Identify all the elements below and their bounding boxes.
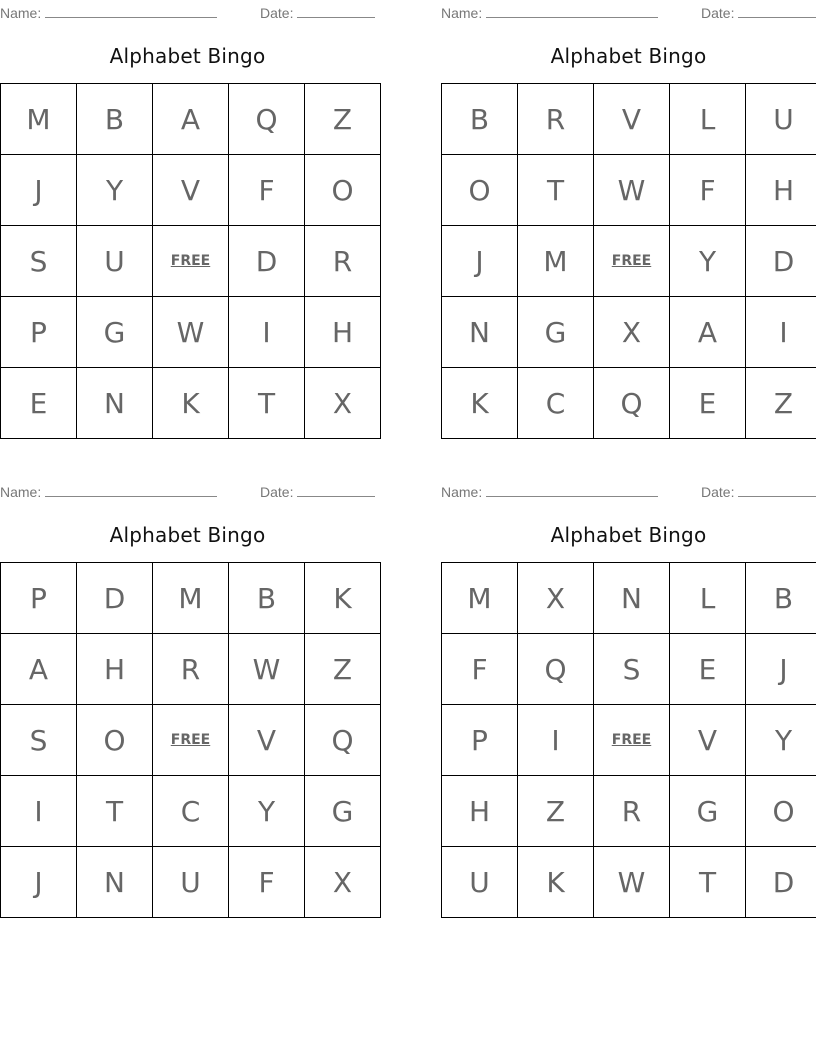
- card-title: Alphabet Bingo: [550, 44, 707, 68]
- letter-cell[interactable]: B: [229, 563, 305, 634]
- letter-cell[interactable]: M: [442, 563, 518, 634]
- grid-row: [1, 705, 381, 776]
- name-blank-line[interactable]: [486, 3, 658, 18]
- letter-cell[interactable]: O: [442, 155, 518, 226]
- date-label: Date:: [701, 5, 735, 21]
- letter-cell[interactable]: Q: [229, 84, 305, 155]
- free-space-cell[interactable]: FREE: [594, 705, 670, 776]
- letter-cell[interactable]: H: [442, 776, 518, 847]
- letter-cell[interactable]: P: [442, 705, 518, 776]
- date-blank-line[interactable]: [738, 3, 816, 18]
- letter-cell[interactable]: L: [670, 84, 746, 155]
- letter-cell[interactable]: K: [442, 368, 518, 439]
- letter-cell[interactable]: O: [77, 705, 153, 776]
- letter-cell[interactable]: X: [305, 368, 381, 439]
- letter-cell[interactable]: Y: [229, 776, 305, 847]
- letter-cell[interactable]: C: [518, 368, 594, 439]
- letter-cell[interactable]: E: [670, 368, 746, 439]
- letter-cell[interactable]: B: [442, 84, 518, 155]
- free-space-cell[interactable]: FREE: [594, 226, 670, 297]
- letter-cell[interactable]: T: [518, 155, 594, 226]
- letter-cell[interactable]: B: [746, 563, 816, 634]
- letter-cell[interactable]: A: [1, 634, 77, 705]
- letter-cell[interactable]: U: [442, 847, 518, 918]
- letter-cell[interactable]: Z: [305, 634, 381, 705]
- letter-cell[interactable]: V: [153, 155, 229, 226]
- letter-cell[interactable]: W: [594, 155, 670, 226]
- letter-cell[interactable]: S: [594, 634, 670, 705]
- letter-cell[interactable]: G: [518, 297, 594, 368]
- date-label: Date:: [260, 5, 294, 21]
- letter-cell[interactable]: N: [77, 368, 153, 439]
- bingo-grid: [0, 83, 381, 439]
- name-blank-line[interactable]: [45, 3, 217, 18]
- letter-cell[interactable]: D: [746, 226, 816, 297]
- date-field[interactable]: [260, 3, 375, 21]
- letter-cell[interactable]: S: [1, 705, 77, 776]
- letter-cell[interactable]: R: [594, 776, 670, 847]
- letter-cell[interactable]: P: [1, 297, 77, 368]
- grid-row: [1, 155, 381, 226]
- grid-row: [1, 368, 381, 439]
- bingo-grid: [0, 562, 381, 918]
- date-blank-line[interactable]: [297, 3, 375, 18]
- grid-row: [1, 634, 381, 705]
- letter-cell[interactable]: Y: [746, 705, 816, 776]
- letter-cell[interactable]: H: [77, 634, 153, 705]
- grid-row: [1, 563, 381, 634]
- grid-row: [442, 634, 816, 705]
- info-row: [0, 479, 375, 499]
- grid-row: [442, 84, 816, 155]
- letter-cell[interactable]: I: [229, 297, 305, 368]
- letter-cell[interactable]: E: [670, 634, 746, 705]
- letter-cell[interactable]: K: [518, 847, 594, 918]
- letter-cell[interactable]: V: [670, 705, 746, 776]
- letter-cell[interactable]: G: [305, 776, 381, 847]
- free-space-cell[interactable]: FREE: [153, 705, 229, 776]
- letter-cell[interactable]: H: [746, 155, 816, 226]
- letter-cell[interactable]: N: [442, 297, 518, 368]
- info-row: [0, 0, 375, 20]
- letter-cell[interactable]: M: [518, 226, 594, 297]
- letter-cell[interactable]: D: [229, 226, 305, 297]
- letter-cell[interactable]: U: [77, 226, 153, 297]
- letter-cell[interactable]: R: [518, 84, 594, 155]
- date-field[interactable]: [260, 482, 375, 500]
- letter-cell[interactable]: F: [229, 155, 305, 226]
- letter-cell[interactable]: F: [670, 155, 746, 226]
- grid-row: [1, 297, 381, 368]
- letter-cell[interactable]: Y: [670, 226, 746, 297]
- letter-cell[interactable]: O: [746, 776, 816, 847]
- letter-cell[interactable]: N: [594, 563, 670, 634]
- letter-cell[interactable]: L: [670, 563, 746, 634]
- letter-cell[interactable]: J: [746, 634, 816, 705]
- grid-row: [1, 776, 381, 847]
- letter-cell[interactable]: W: [594, 847, 670, 918]
- letter-cell[interactable]: T: [229, 368, 305, 439]
- letter-cell[interactable]: F: [442, 634, 518, 705]
- letter-cell[interactable]: O: [305, 155, 381, 226]
- grid-row: [1, 226, 381, 297]
- letter-cell[interactable]: D: [77, 563, 153, 634]
- letter-cell[interactable]: G: [670, 776, 746, 847]
- grid-row: [442, 368, 816, 439]
- grid-row: [442, 563, 816, 634]
- date-label: Date:: [260, 484, 294, 500]
- name-blank-line[interactable]: [45, 482, 217, 497]
- letter-cell[interactable]: U: [153, 847, 229, 918]
- letter-cell[interactable]: K: [305, 563, 381, 634]
- name-blank-line[interactable]: [486, 482, 658, 497]
- letter-cell[interactable]: Z: [518, 776, 594, 847]
- letter-cell[interactable]: V: [594, 84, 670, 155]
- letter-cell[interactable]: G: [77, 297, 153, 368]
- letter-cell[interactable]: R: [153, 634, 229, 705]
- letter-cell[interactable]: S: [1, 226, 77, 297]
- card-title: Alphabet Bingo: [109, 44, 266, 68]
- grid-row: [442, 776, 816, 847]
- letter-cell[interactable]: K: [153, 368, 229, 439]
- letter-cell[interactable]: Q: [305, 705, 381, 776]
- letter-cell[interactable]: Q: [594, 368, 670, 439]
- bingo-grid: [441, 83, 816, 439]
- grid-row: [1, 84, 381, 155]
- letter-cell[interactable]: W: [153, 297, 229, 368]
- letter-cell[interactable]: U: [746, 84, 816, 155]
- info-row: [441, 479, 816, 499]
- letter-cell[interactable]: M: [1, 84, 77, 155]
- letter-cell[interactable]: Q: [518, 634, 594, 705]
- name-field[interactable]: [0, 3, 217, 21]
- letter-cell[interactable]: H: [305, 297, 381, 368]
- letter-cell[interactable]: T: [670, 847, 746, 918]
- info-row: [441, 0, 816, 20]
- grid-row: [442, 155, 816, 226]
- letter-cell[interactable]: B: [77, 84, 153, 155]
- grid-row: [442, 297, 816, 368]
- letter-cell[interactable]: Y: [77, 155, 153, 226]
- letter-cell[interactable]: J: [442, 226, 518, 297]
- letter-cell[interactable]: T: [77, 776, 153, 847]
- bingo-card-top-right: [441, 0, 816, 420]
- grid-row: [442, 705, 816, 776]
- letter-cell[interactable]: I: [1, 776, 77, 847]
- letter-cell[interactable]: F: [229, 847, 305, 918]
- letter-cell[interactable]: P: [1, 563, 77, 634]
- name-label: Name:: [0, 5, 42, 21]
- letter-cell[interactable]: A: [153, 84, 229, 155]
- bingo-grid: [441, 562, 816, 918]
- letter-cell[interactable]: Z: [305, 84, 381, 155]
- name-label: Name:: [0, 484, 42, 500]
- date-label: Date:: [701, 484, 735, 500]
- letter-cell[interactable]: W: [229, 634, 305, 705]
- grid-row: [1, 847, 381, 918]
- letter-cell[interactable]: I: [518, 705, 594, 776]
- letter-cell[interactable]: C: [153, 776, 229, 847]
- letter-cell[interactable]: V: [229, 705, 305, 776]
- letter-cell[interactable]: J: [1, 847, 77, 918]
- bingo-card-top-left: [0, 0, 375, 420]
- letter-cell[interactable]: X: [518, 563, 594, 634]
- name-label: Name:: [441, 484, 483, 500]
- name-label: Name:: [441, 5, 483, 21]
- date-blank-line[interactable]: [297, 482, 375, 497]
- letter-cell[interactable]: E: [1, 368, 77, 439]
- letter-cell[interactable]: D: [746, 847, 816, 918]
- letter-cell[interactable]: I: [746, 297, 816, 368]
- date-blank-line[interactable]: [738, 482, 816, 497]
- bingo-card-bottom-right: [441, 479, 816, 899]
- card-title: Alphabet Bingo: [109, 523, 266, 547]
- date-field[interactable]: [701, 3, 816, 21]
- letter-cell[interactable]: J: [1, 155, 77, 226]
- grid-row: [442, 226, 816, 297]
- free-space-cell[interactable]: FREE: [153, 226, 229, 297]
- letter-cell[interactable]: N: [77, 847, 153, 918]
- letter-cell[interactable]: A: [670, 297, 746, 368]
- grid-row: [442, 847, 816, 918]
- date-field[interactable]: [701, 482, 816, 500]
- bingo-card-bottom-left: [0, 479, 375, 899]
- letter-cell[interactable]: M: [153, 563, 229, 634]
- letter-cell[interactable]: Z: [746, 368, 816, 439]
- name-field[interactable]: [441, 482, 658, 500]
- letter-cell[interactable]: R: [305, 226, 381, 297]
- letter-cell[interactable]: X: [594, 297, 670, 368]
- card-title: Alphabet Bingo: [550, 523, 707, 547]
- name-field[interactable]: [441, 3, 658, 21]
- name-field[interactable]: [0, 482, 217, 500]
- letter-cell[interactable]: X: [305, 847, 381, 918]
